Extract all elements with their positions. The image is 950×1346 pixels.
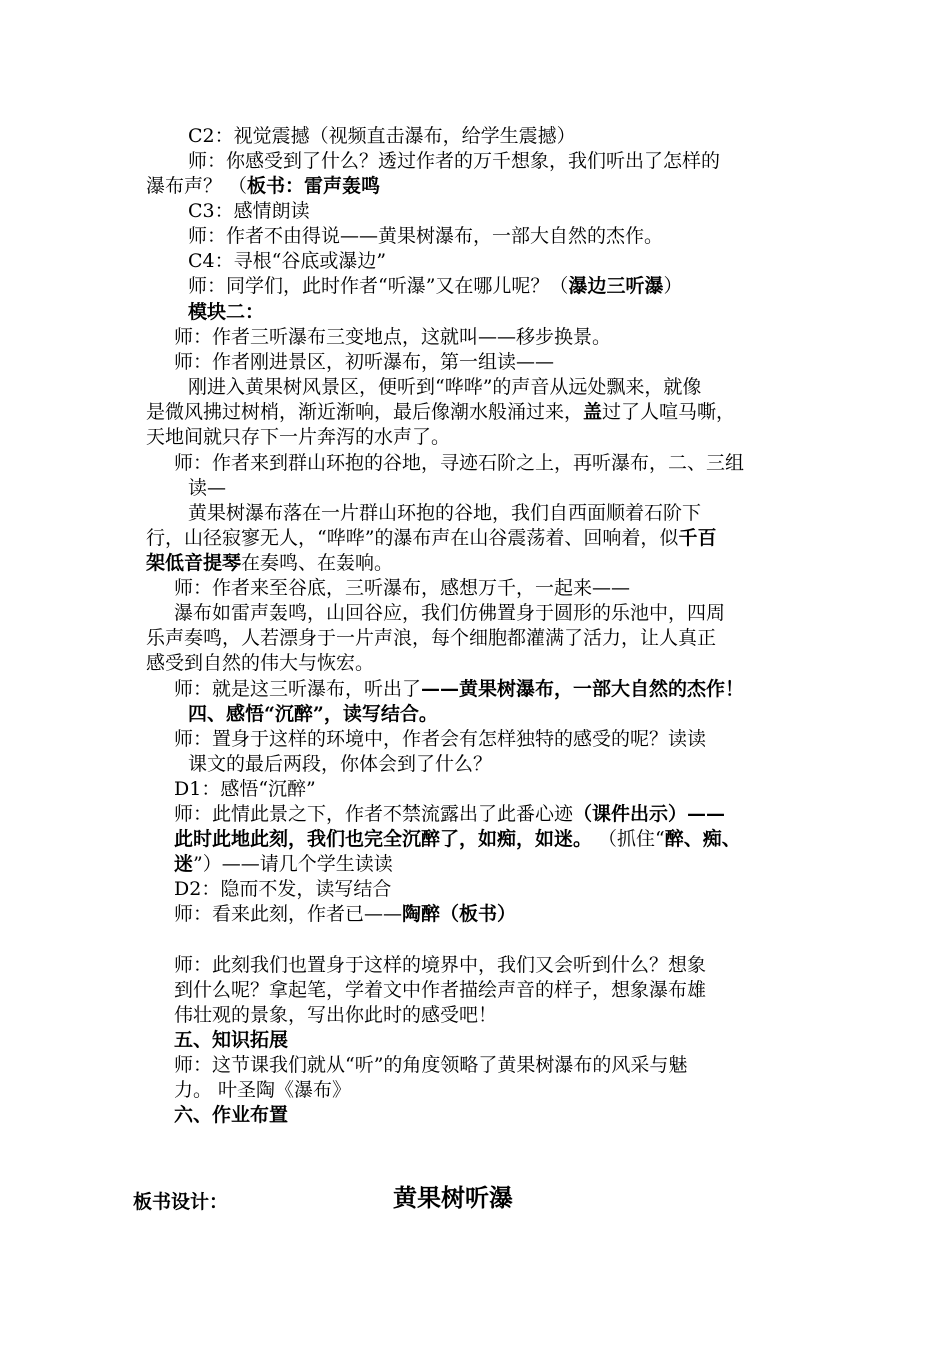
board-design-label: 板书设计： bbox=[133, 1191, 229, 1213]
text-line: 师：作者来至谷底，三听瀑布，感想万千，一起来—— bbox=[174, 577, 631, 599]
text-line: 力。 叶圣陶《瀑布》 bbox=[174, 1079, 352, 1101]
text-line: 乐声奏鸣，人若漂身于一片声浪，每个细胞都灌满了活力，让人真正 bbox=[146, 627, 717, 649]
section-heading: 四、感悟“沉醉”，读写结合。 bbox=[188, 703, 438, 725]
text-line: 师：就是这三听瀑布，听出了——黄果树瀑布，一部大自然的杰作！ bbox=[174, 678, 745, 700]
text-line: 师：置身于这样的环境中，作者会有怎样独特的感受的呢？读读 bbox=[174, 728, 707, 750]
text-line: 此时此地此刻，我们也完全沉醉了，如痴，如迷。 （抓住“醉、痴、 bbox=[174, 828, 741, 850]
text-line: 行，山径寂寥无人，“哗哗”的瀑布声在山谷震荡着、回响着，似千百 bbox=[146, 527, 717, 549]
text-line: 天地间就只存下一片奔泻的水声了。 bbox=[146, 426, 451, 448]
text-line: 架低音提琴在奏鸣、在轰响。 bbox=[146, 552, 394, 574]
text-line: 师：作者刚进景区，初听瀑布，第一组读—— bbox=[174, 351, 555, 373]
text-line: 黄果树瀑布落在一片群山环抱的谷地，我们自西面顺着石阶下 bbox=[188, 502, 702, 524]
text-line: C3：感情朗读 bbox=[188, 200, 310, 222]
text-line: 到什么呢？拿起笔，学着文中作者描绘声音的样子，想象瀑布雄 bbox=[174, 979, 707, 1001]
text-line: 师：看来此刻，作者已——陶醉（板书） bbox=[174, 903, 517, 925]
text-line: 迷”）——请几个学生读读 bbox=[174, 853, 393, 875]
text-line: 瀑布如雷声轰鸣，山回谷应，我们仿佛置身于圆形的乐池中，四周 bbox=[174, 602, 726, 624]
text-line: 课文的最后两段，你体会到了什么？ bbox=[188, 753, 493, 775]
text-line: 读— bbox=[188, 477, 227, 499]
text-line: 瀑布声？ （板书：雷声轰鸣 bbox=[146, 175, 381, 197]
text-line: 师：这节课我们就从“听”的角度领略了黄果树瀑布的风采与魅 bbox=[174, 1054, 688, 1076]
text-line: 师：你感受到了什么？透过作者的万千想象，我们听出了怎样的 bbox=[188, 150, 721, 172]
section-heading: 五、知识拓展 bbox=[174, 1029, 289, 1051]
text-line: 是微风拂过树梢，渐近渐响，最后像潮水般涌过来，盖过了人喧马嘶， bbox=[146, 401, 736, 423]
text-line: C4：寻根“谷底或瀑边” bbox=[188, 250, 387, 272]
text-line: 师：作者不由得说——黄果树瀑布，一部大自然的杰作。 bbox=[188, 225, 664, 247]
text-line: C2：视觉震撼（视频直击瀑布，给学生震撼） bbox=[188, 125, 576, 147]
board-title: 黄果树听瀑 bbox=[393, 1183, 513, 1212]
text-line: 师：作者三听瀑布三变地点，这就叫——移步换景。 bbox=[174, 326, 612, 348]
text-line: D1：感悟“沉醉” bbox=[174, 778, 316, 800]
text-line: 师：同学们，此时作者“听瀑”又在哪儿呢？（瀑边三听瀑） bbox=[188, 275, 683, 297]
text-line: D2：隐而不发，读写结合 bbox=[174, 878, 392, 900]
text-line: 师：此情此景之下，作者不禁流露出了此番心迹（课件出示）—— bbox=[174, 803, 726, 825]
text-line: 伟壮观的景象，写出你此时的感受吧！ bbox=[174, 1004, 498, 1026]
text-line: 师：作者来到群山环抱的谷地，寻迹石阶之上，再听瀑布，二、三组 bbox=[174, 452, 745, 474]
section-heading: 六、作业布置 bbox=[174, 1104, 289, 1126]
section-heading: 模块二： bbox=[188, 301, 265, 323]
text-line: 感受到自然的伟大与恢宏。 bbox=[146, 652, 375, 674]
text-line: 师：此刻我们也置身于这样的境界中，我们又会听到什么？想象 bbox=[174, 954, 707, 976]
text-line: 刚进入黄果树风景区，便听到“哗哗”的声音从远处飘来，就像 bbox=[188, 376, 702, 398]
